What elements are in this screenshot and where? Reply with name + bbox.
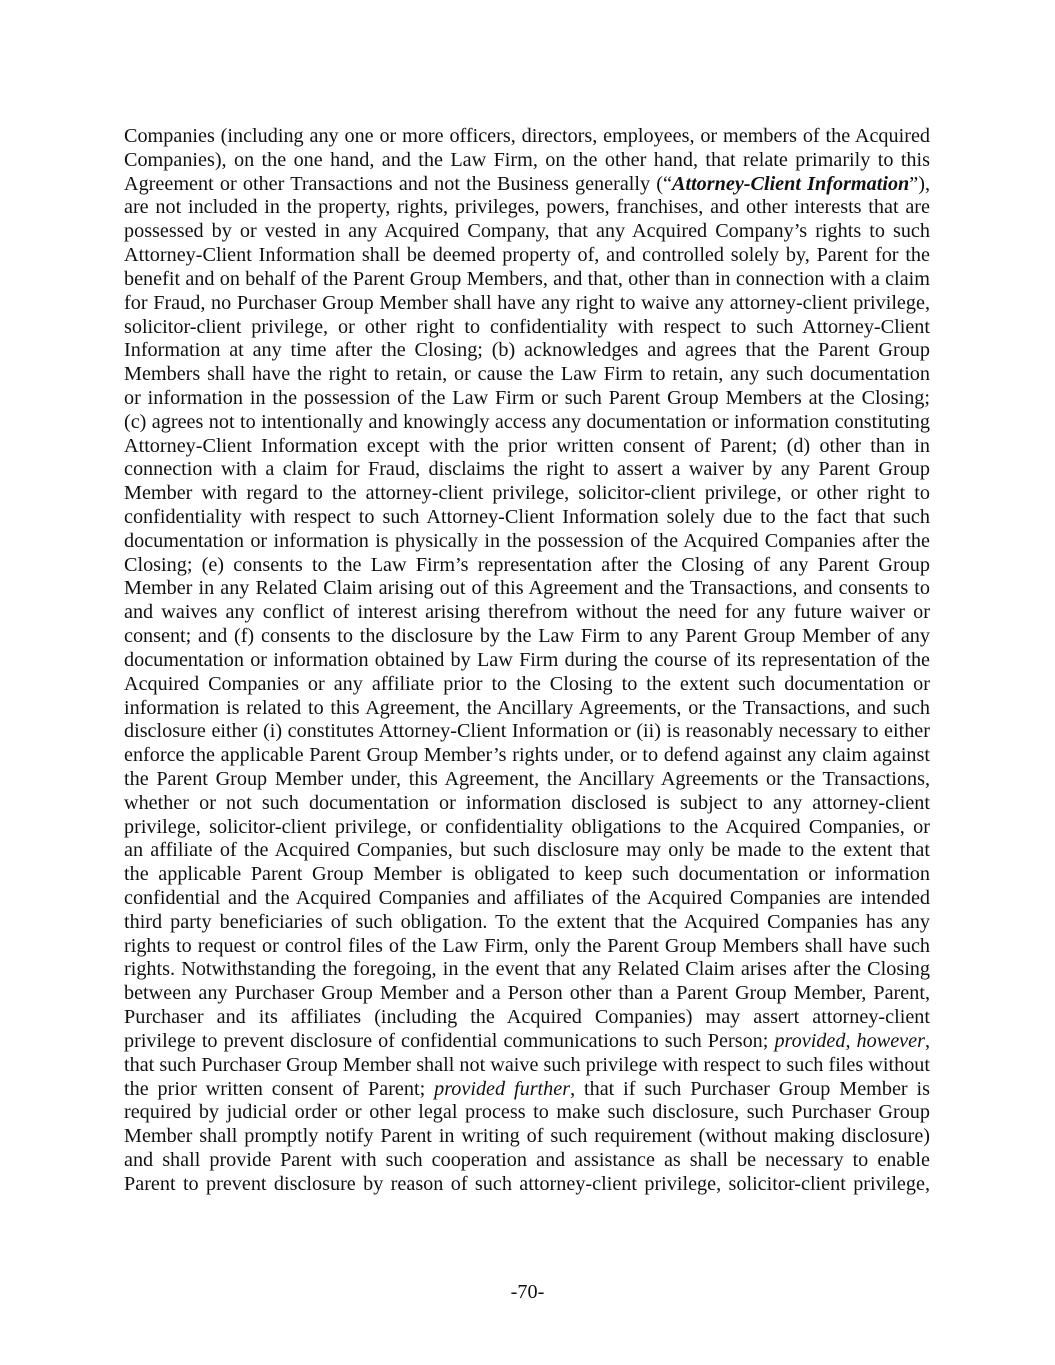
text-line: Member shall promptly notify Parent in writing of such requirement (without making disclosure) xyxy=(124,1125,930,1148)
text-line: confidentiality with respect to such Attorney-Client Information solely due to the fact that such xyxy=(124,506,930,528)
text-line: disclosure either (i) constitutes Attorney-Client Information or (ii) is reasonably necessary to either xyxy=(124,720,930,743)
text-line: the Parent Group Member under, this Agreement, the Ancillary Agreements or the Transactions, xyxy=(124,767,930,790)
italic-phrase: provided further xyxy=(434,1077,571,1100)
text-line: Attorney-Client Information shall be deemed property of, and controlled solely by, Parent for the xyxy=(124,244,930,267)
text-line: rights to request or control files of the Law Firm, only the Parent Group Members shall have such xyxy=(124,934,930,957)
text-line: (c) agrees not to intentionally and knowingly access any documentation or information constituting xyxy=(124,410,930,433)
text-line: and shall provide Parent with such cooperation and assistance as shall be necessary to enable xyxy=(124,1148,930,1171)
text-line: Members shall have the right to retain, or cause the Law Firm to retain, any such documentation xyxy=(124,363,930,386)
text-run: , that if such Purchaser Group Member is xyxy=(570,1077,930,1100)
text-run: , xyxy=(924,1029,930,1052)
text-line: rights. Notwithstanding the foregoing, in the event that any Related Claim arises after the Closing xyxy=(124,958,930,981)
text-line: documentation or information obtained by Law Firm during the course of its representation of the xyxy=(124,648,930,671)
text-line: consent; and (f) consents to the disclosure by the Law Firm to any Parent Group Member of any xyxy=(124,625,930,648)
text-line: are not included in the property, rights, privileges, powers, franchises, and other interests that are xyxy=(124,196,930,219)
text-line xyxy=(124,1030,930,1054)
text-line: privilege, solicitor-client privilege, or confidentiality obligations to the Acquired Companies, or xyxy=(124,815,930,838)
text-run: privilege to prevent disclosure of confidential communications to such Person; xyxy=(124,1029,775,1052)
text-line: Closing; (e) consents to the Law Firm’s representation after the Closing of any Parent Group xyxy=(124,553,930,576)
text-line: Purchaser and its affiliates (including the Acquired Companies) may assert attorney-client xyxy=(124,1006,930,1029)
text-line: Companies (including any one or more officers, directors, employees, or members of the Acquired xyxy=(124,125,930,147)
text-line: third party beneficiaries of such obligation. To the extent that the Acquired Companies has any xyxy=(124,910,930,933)
text-line: documentation or information is physically in the possession of the Acquired Companies after the xyxy=(124,529,930,552)
text-line: between any Purchaser Group Member and a Person other than a Parent Group Member, Parent, xyxy=(124,982,930,1005)
text-line: for Fraud, no Purchaser Group Member shall have any right to waive any attorney-client privilege, xyxy=(124,291,930,314)
text-line: confidential and the Acquired Companies and affiliates of the Acquired Companies are intended xyxy=(124,887,930,909)
text-line: Companies), on the one hand, and the Law Firm, on the other hand, that relate primarily to this xyxy=(124,148,930,171)
text-line: Parent to prevent disclosure by reason of such attorney-client privilege, solicitor-client privilege, xyxy=(124,1172,930,1195)
text-line xyxy=(124,173,930,197)
defined-term: Attorney-Client Information xyxy=(672,172,910,195)
text-line: benefit and on behalf of the Parent Group Members, and that, other than in connection with a claim xyxy=(124,267,930,290)
text-line: enforce the applicable Parent Group Member’s rights under, or to defend against any claim against xyxy=(124,744,930,767)
text-line: information is related to this Agreement, the Ancillary Agreements, or the Transactions, and such xyxy=(124,696,930,719)
text-line: required by judicial order or other legal process to make such disclosure, such Purchaser Group xyxy=(124,1101,930,1124)
text-line xyxy=(124,1078,930,1102)
text-line: the applicable Parent Group Member is obligated to keep such documentation or information xyxy=(124,863,930,886)
text-line: and waives any conflict of interest arising therefrom without the need for any future waiver or xyxy=(124,601,930,624)
text-line: Member with regard to the attorney-client privilege, solicitor-client privilege, or other right to xyxy=(124,482,930,505)
text-line: an affiliate of the Acquired Companies, but such disclosure may only be made to the extent that xyxy=(124,839,930,862)
text-run: Agreement or other Transactions and not the Business generally (“ xyxy=(124,172,672,195)
text-line: connection with a claim for Fraud, disclaims the right to assert a waiver by any Parent Group xyxy=(124,458,930,481)
text-line: possessed by or vested in any Acquired Company, that any Acquired Company’s rights to such xyxy=(124,220,930,243)
text-line: that such Purchaser Group Member shall not waive such privilege with respect to such files without xyxy=(124,1053,930,1076)
text-run: ”), xyxy=(909,172,930,195)
page-number: -70- xyxy=(510,1281,545,1303)
text-run: the prior written consent of Parent; xyxy=(124,1077,435,1100)
text-line: solicitor-client privilege, or other right to confidentiality with respect to such Attorney-Client xyxy=(124,315,930,338)
text-line: Attorney-Client Information except with the prior written consent of Parent; (d) other than in xyxy=(124,434,930,457)
text-line: whether or not such documentation or information disclosed is subject to any attorney-client xyxy=(124,791,930,814)
text-line: Acquired Companies or any affiliate prior to the Closing to the extent such documentation or xyxy=(124,672,930,695)
text-line: Member in any Related Claim arising out of this Agreement and the Transactions, and consents to xyxy=(124,577,930,600)
text-line: Information at any time after the Closing; (b) acknowledges and agrees that the Parent Group xyxy=(124,339,930,362)
body-paragraph xyxy=(124,125,930,1197)
text-line: or information in the possession of the Law Firm or such Parent Group Members at the Closing; xyxy=(124,386,930,409)
italic-phrase: provided, however xyxy=(774,1029,925,1052)
